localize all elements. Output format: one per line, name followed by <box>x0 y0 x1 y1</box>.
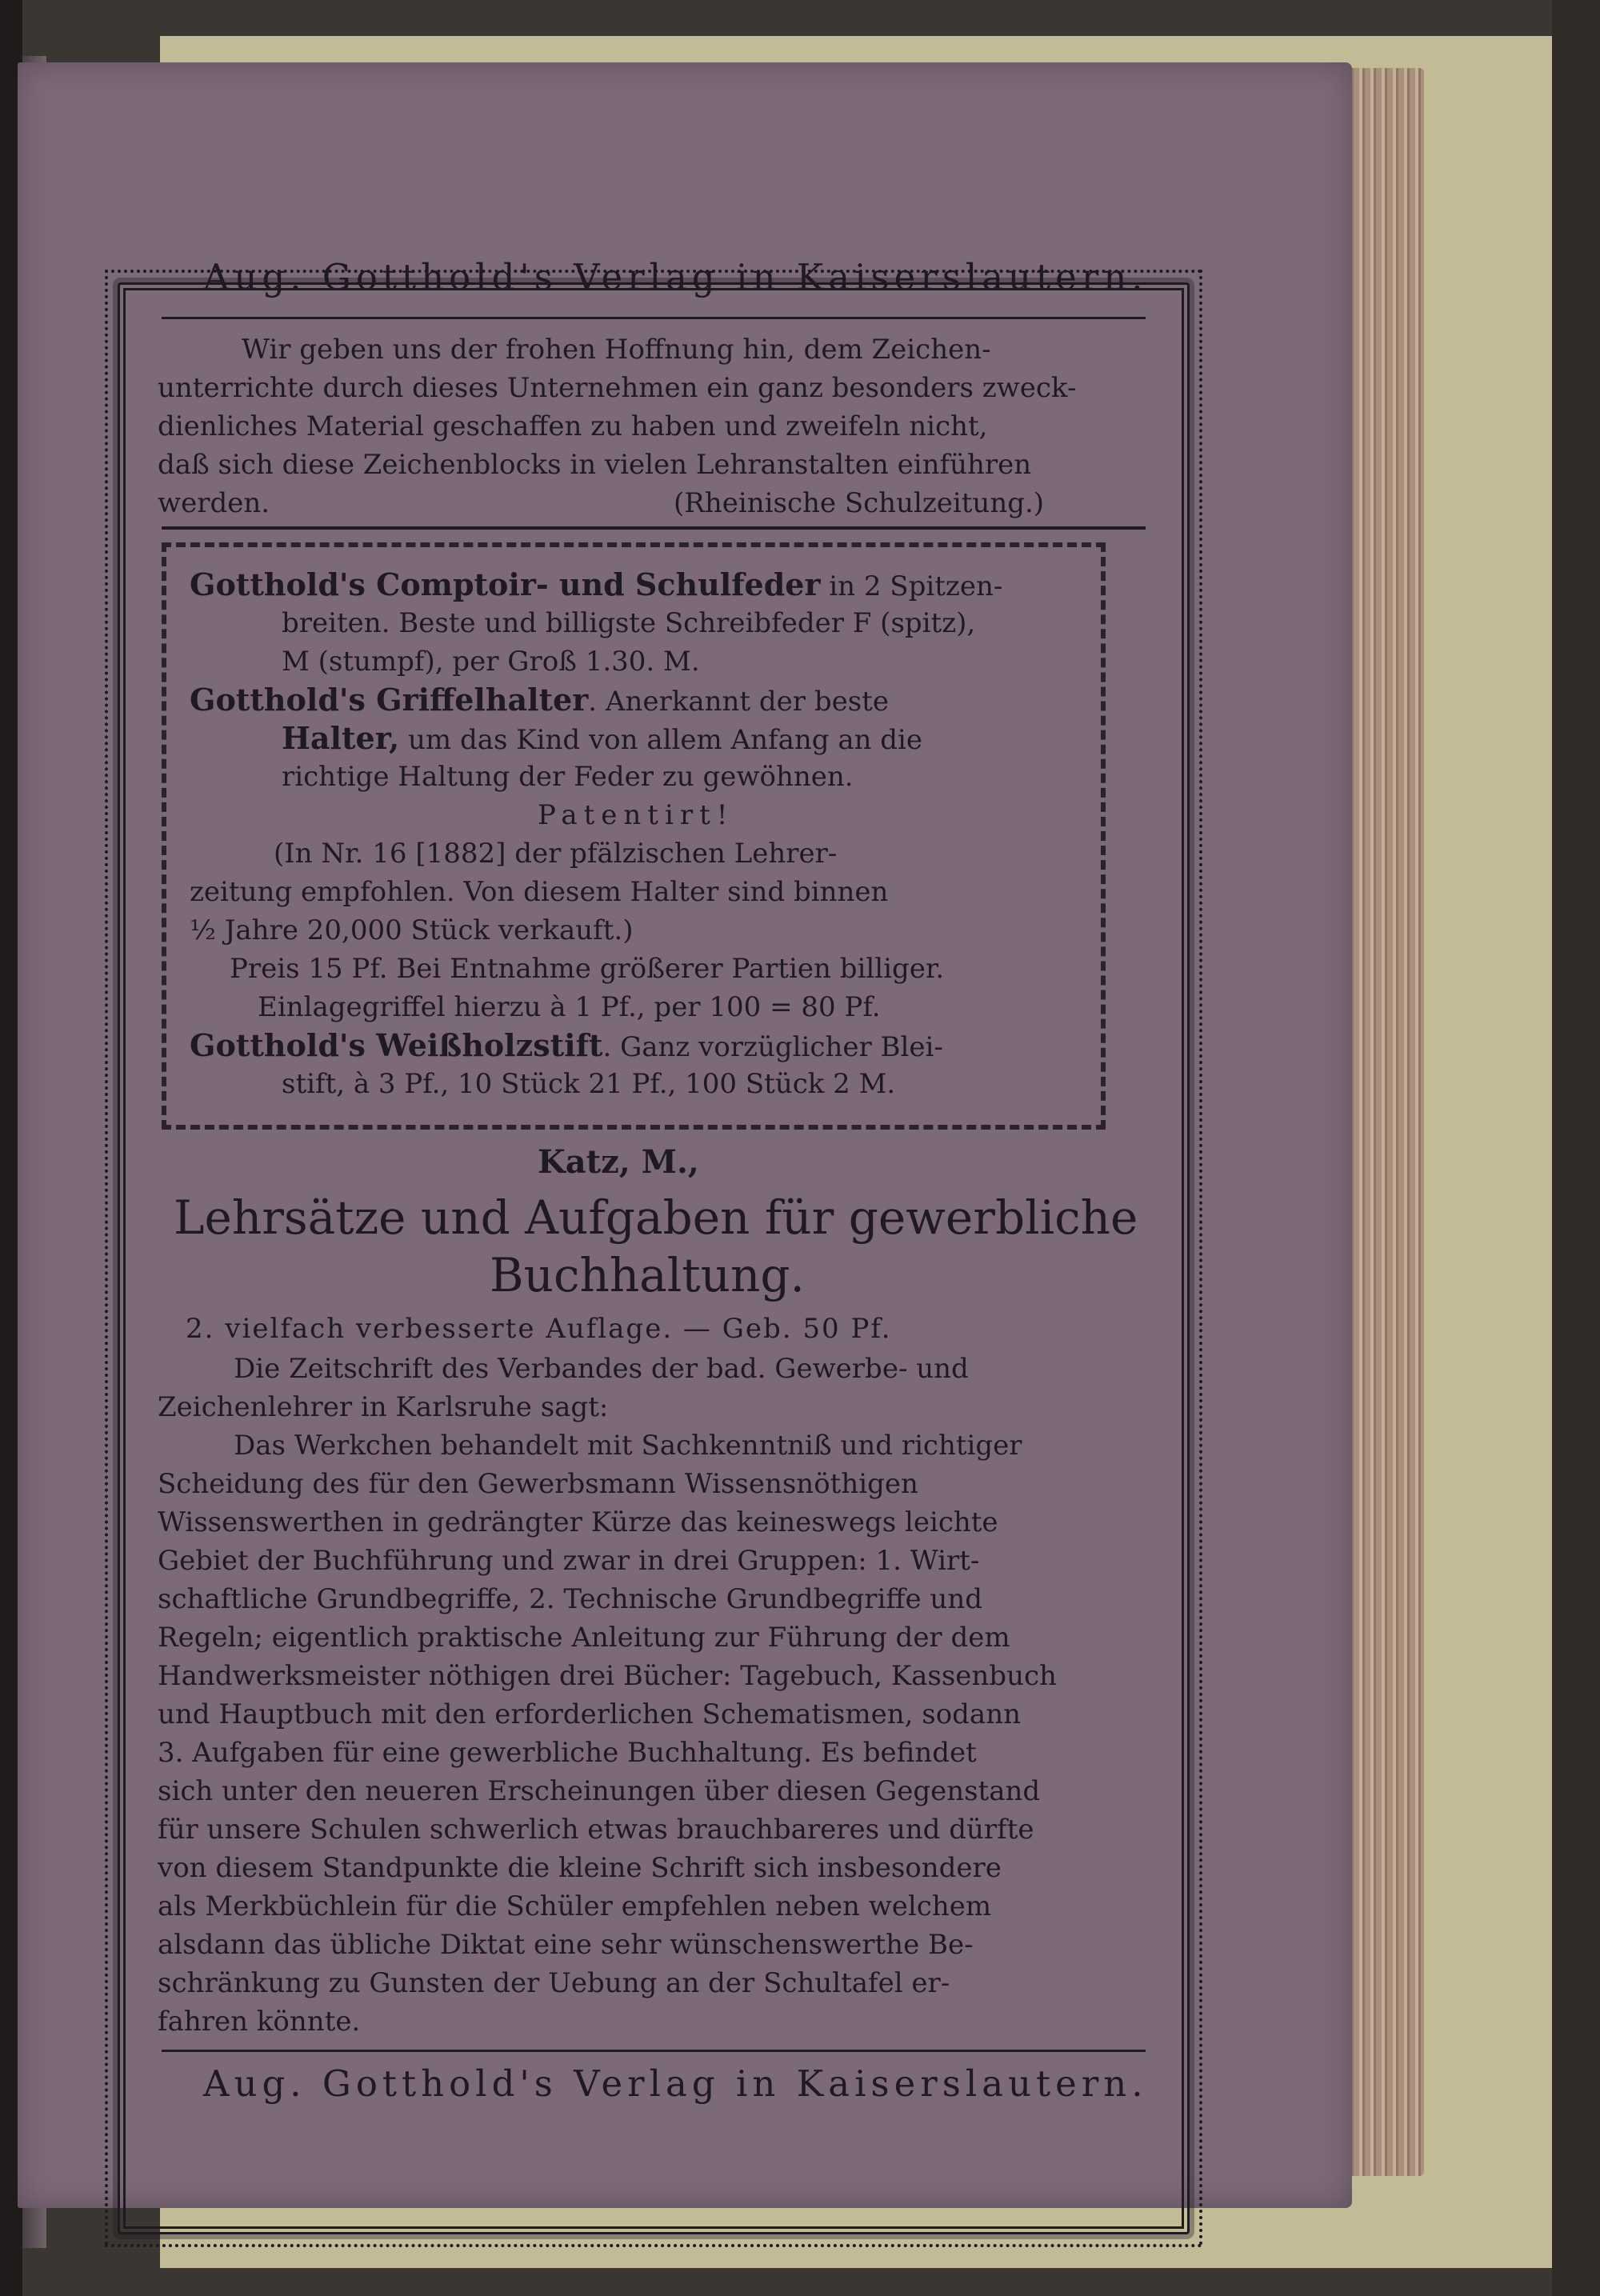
product-line: Halter, um das Kind von allem Anfang an die <box>282 720 923 756</box>
background-right-edge <box>1552 0 1600 2296</box>
product-line: M (stumpf), per Groß 1.30. M. <box>282 646 700 678</box>
review-line: von diesem Standpunkte die kleine Schrift sich insbesondere <box>158 1852 1002 1884</box>
header-bottom: Aug. Gotthold's Verlag in Kaiserslautern. <box>203 2062 1148 2105</box>
review-line: sich unter den neueren Erscheinungen über diesen Gegenstand <box>158 1775 1041 1807</box>
review-line: Handwerksmeister nöthigen drei Bücher: Tagebuch, Kassenbuch <box>158 1660 1057 1692</box>
review-line: für unsere Schulen schwerlich etwas brauchbareres und dürfte <box>158 1814 1034 1846</box>
footer-rule <box>162 2050 1146 2052</box>
book-author: Katz, M., <box>538 1143 699 1181</box>
review-line: Gebiet der Buchführung und zwar in drei Gruppen: 1. Wirt- <box>158 1545 980 1577</box>
review-line: Das Werkchen behandelt mit Sachkenntniß und richtiger <box>234 1430 1022 1462</box>
product-line: Patentirt! <box>538 799 734 831</box>
review-line: Regeln; eigentlich praktische Anleitung zur Führung der dem <box>158 1622 1010 1654</box>
intro-line: Wir geben uns der frohen Hoffnung hin, dem Zeichen- <box>242 334 991 366</box>
book-title-line2: Buchhaltung. <box>490 1248 805 1302</box>
review-line: 3. Aufgaben für eine gewerbliche Buchhaltung. Es befindet <box>158 1737 977 1769</box>
product-line: Preis 15 Pf. Bei Entnahme größerer Partien billiger. <box>230 953 945 985</box>
review-line: als Merkbüchlein für die Schüler empfehlen neben welchem <box>158 1890 992 1922</box>
header-top: Aug. Gotthold's Verlag in Kaiserslautern. <box>203 256 1148 298</box>
product-line: breiten. Beste und billigste Schreibfeder F (spitz), <box>282 607 976 639</box>
review-line: Scheidung des für den Gewerbsmann Wissensnöthigen <box>158 1468 918 1500</box>
product-line: Gotthold's Weißholzstift. Ganz vorzüglicher Blei- <box>190 1027 943 1063</box>
review-line: schaftliche Grundbegriffe, 2. Technische Grundbegriffe und <box>158 1583 982 1615</box>
intro-line: unterrichte durch dieses Unternehmen ein ganz besonders zweck- <box>158 372 1077 404</box>
review-line: Wissenswerthen in gedrängter Kürze das keineswegs leichte <box>158 1506 998 1538</box>
review-line: schränkung zu Gunsten der Uebung an der Schultafel er- <box>158 1967 950 1999</box>
product-line: richtige Haltung der Feder zu gewöhnen. <box>282 761 854 793</box>
product-line: ½ Jahre 20,000 Stück verkauft.) <box>190 914 634 946</box>
review-line: alsdann das übliche Diktat eine sehr wünschenswerthe Be- <box>158 1929 974 1961</box>
review-line: Die Zeitschrift des Verbandes der bad. Gewerbe- und <box>234 1353 969 1385</box>
book-edition: 2. vielfach verbesserte Auflage. — Geb. 50 Pf. <box>186 1313 892 1345</box>
review-line: fahren könnte. <box>158 2006 361 2038</box>
page <box>18 62 1352 2208</box>
intro-line: dienliches Material geschaffen zu haben und zweifeln nicht, <box>158 410 988 442</box>
product-line: (In Nr. 16 [1882] der pfälzischen Lehrer- <box>274 838 838 870</box>
header-top-rule <box>162 317 1146 319</box>
review-line: und Hauptbuch mit den erforderlichen Schematismen, sodann <box>158 1698 1022 1730</box>
product-line: stift, à 3 Pf., 10 Stück 21 Pf., 100 Stück 2 M. <box>282 1068 896 1100</box>
review-line: Zeichenlehrer in Karlsruhe sagt: <box>158 1391 609 1423</box>
product-line: Gotthold's Griffelhalter. Anerkannt der beste <box>190 682 889 718</box>
product-line: Einlagegriffel hierzu à 1 Pf., per 100 = 80 Pf. <box>258 991 881 1023</box>
book-title-line1: Lehrsätze und Aufgaben für gewerbliche <box>174 1190 1138 1245</box>
product-line: Gotthold's Comptoir- und Schulfeder in 2 Spitzen- <box>190 566 1003 602</box>
intro-rule <box>162 526 1146 530</box>
intro-source: (Rheinische Schulzeitung.) <box>674 487 1045 519</box>
intro-line: werden. <box>158 487 270 519</box>
intro-line: daß sich diese Zeichenblocks in vielen Lehranstalten einführen <box>158 449 1032 481</box>
product-line: zeitung empfohlen. Von diesem Halter sind binnen <box>190 876 889 908</box>
